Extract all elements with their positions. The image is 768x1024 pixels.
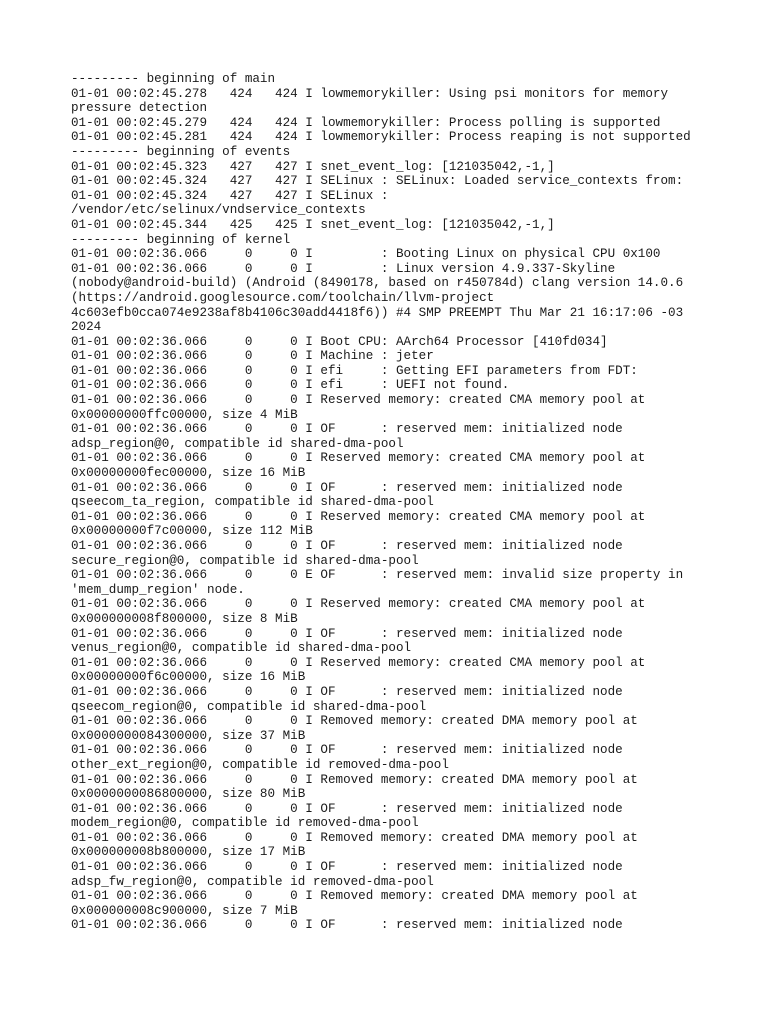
log-line: 01-01 00:02:36.066 0 0 I Reserved memory: created CMA memory pool at	[71, 597, 646, 612]
log-line: other_ext_region@0, compatible id removed-dma-pool	[71, 757, 449, 772]
log-line: /vendor/etc/selinux/vndservice_contexts	[71, 203, 366, 218]
log-line: 01-01 00:02:45.323 427 427 I snet_event_log: [121035042,-1,]	[71, 159, 555, 174]
log-line: 0x00000000fec00000, size 16 MiB	[71, 466, 306, 481]
log-line: 01-01 00:02:36.066 0 0 I OF : reserved mem: initialized node	[71, 918, 623, 933]
log-line: 01-01 00:02:36.066 0 0 I efi : UEFI not found.	[71, 378, 510, 393]
log-line: 01-01 00:02:36.066 0 0 I Removed memory: created DMA memory pool at	[71, 889, 638, 904]
log-line: 01-01 00:02:45.324 427 427 I SELinux :	[71, 188, 389, 203]
log-line: 4c603efb0cca074e9238af8b4106c30add4418f6)) #4 SMP PREEMPT Thu Mar 21 16:17:06 -03	[71, 305, 684, 320]
log-line: 01-01 00:02:45.281 424 424 I lowmemorykiller: Process reaping is not supported	[71, 130, 691, 145]
log-line: secure_region@0, compatible id shared-dma-pool	[71, 553, 419, 568]
log-line: 0x00000000f7c00000, size 112 MiB	[71, 524, 313, 539]
log-line: qseecom_region@0, compatible id shared-dma-pool	[71, 699, 427, 714]
log-line: 'mem_dump_region' node.	[71, 582, 245, 597]
log-line: 01-01 00:02:36.066 0 0 I OF : reserved mem: initialized node	[71, 422, 623, 437]
log-line: 01-01 00:02:36.066 0 0 I OF : reserved mem: initialized node	[71, 626, 623, 641]
log-line: (nobody@android-build) (Android (8490178, based on r450784d) clang version 14.0.6	[71, 276, 684, 291]
log-line: adsp_fw_region@0, compatible id removed-dma-pool	[71, 874, 434, 889]
log-line: 01-01 00:02:36.066 0 0 I : Linux version 4.9.337-Skyline	[71, 261, 616, 276]
log-line: 01-01 00:02:36.066 0 0 E OF : reserved mem: invalid size property in	[71, 568, 684, 583]
log-line: 0x0000000086800000, size 80 MiB	[71, 787, 306, 802]
log-line: 01-01 00:02:36.066 0 0 I : Booting Linux on physical CPU 0x100	[71, 247, 661, 262]
log-line: 01-01 00:02:36.066 0 0 I OF : reserved mem: initialized node	[71, 684, 623, 699]
log-text-body	[71, 72, 711, 933]
log-line: 01-01 00:02:36.066 0 0 I Removed memory: created DMA memory pool at	[71, 772, 638, 787]
log-line: 01-01 00:02:36.066 0 0 I Removed memory: created DMA memory pool at	[71, 714, 638, 729]
log-line: 01-01 00:02:36.066 0 0 I OF : reserved mem: initialized node	[71, 743, 623, 758]
log-line: 01-01 00:02:36.066 0 0 I OF : reserved mem: initialized node	[71, 539, 623, 553]
log-line: 01-01 00:02:45.324 427 427 I SELinux : SELinux: Loaded service_contexts from:	[71, 174, 684, 189]
log-line: --------- beginning of kernel	[71, 232, 291, 247]
log-line: adsp_region@0, compatible id shared-dma-pool	[71, 436, 404, 451]
log-line: 01-01 00:02:45.344 425 425 I snet_event_log: [121035042,-1,]	[71, 217, 555, 232]
log-line: 01-01 00:02:36.066 0 0 I Reserved memory: created CMA memory pool at	[71, 655, 646, 670]
log-line: 01-01 00:02:36.066 0 0 I OF : reserved mem: initialized node	[71, 860, 623, 875]
log-line: 0x000000008f800000, size 8 MiB	[71, 611, 298, 626]
log-line: 01-01 00:02:36.066 0 0 I Machine : jeter	[71, 349, 434, 364]
log-line: 01-01 00:02:45.278 424 424 I lowmemorykiller: Using psi monitors for memory	[71, 86, 669, 101]
log-line: 01-01 00:02:36.066 0 0 I Reserved memory: created CMA memory pool at	[71, 451, 646, 466]
log-line: 0x00000000ffc00000, size 4 MiB	[71, 407, 298, 422]
log-line: 0x000000008c900000, size 7 MiB	[71, 903, 298, 918]
log-line: 01-01 00:02:36.066 0 0 I efi : Getting EFI parameters from FDT:	[71, 363, 638, 378]
log-line: 01-01 00:02:36.066 0 0 I OF : reserved mem: initialized node	[71, 801, 623, 816]
log-line: 01-01 00:02:45.279 424 424 I lowmemorykiller: Process polling is supported	[71, 115, 661, 130]
log-line: --------- beginning of main	[71, 72, 276, 86]
log-line: 01-01 00:02:36.066 0 0 I Reserved memory: created CMA memory pool at	[71, 509, 646, 524]
log-line: 01-01 00:02:36.066 0 0 I Reserved memory: created CMA memory pool at	[71, 393, 646, 408]
log-line: --------- beginning of events	[71, 144, 291, 159]
log-line: modem_region@0, compatible id removed-dma-pool	[71, 816, 419, 831]
log-line: 01-01 00:02:36.066 0 0 I Removed memory: created DMA memory pool at	[71, 830, 638, 845]
log-line: 0x00000000f6c00000, size 16 MiB	[71, 670, 306, 685]
log-line: 01-01 00:02:36.066 0 0 I OF : reserved mem: initialized node	[71, 480, 623, 495]
log-line: pressure detection	[71, 101, 208, 116]
log-line: qseecom_ta_region, compatible id shared-dma-pool	[71, 495, 434, 510]
log-line: 2024	[71, 320, 102, 335]
log-line: 01-01 00:02:36.066 0 0 I Boot CPU: AArch64 Processor [410fd034]	[71, 334, 608, 349]
log-line: (https://android.googlesource.com/toolchain/llvm-project	[71, 290, 495, 305]
log-line: 0x000000008b800000, size 17 MiB	[71, 845, 306, 860]
log-line: 0x0000000084300000, size 37 MiB	[71, 728, 306, 743]
log-line: venus_region@0, compatible id shared-dma-pool	[71, 641, 412, 656]
